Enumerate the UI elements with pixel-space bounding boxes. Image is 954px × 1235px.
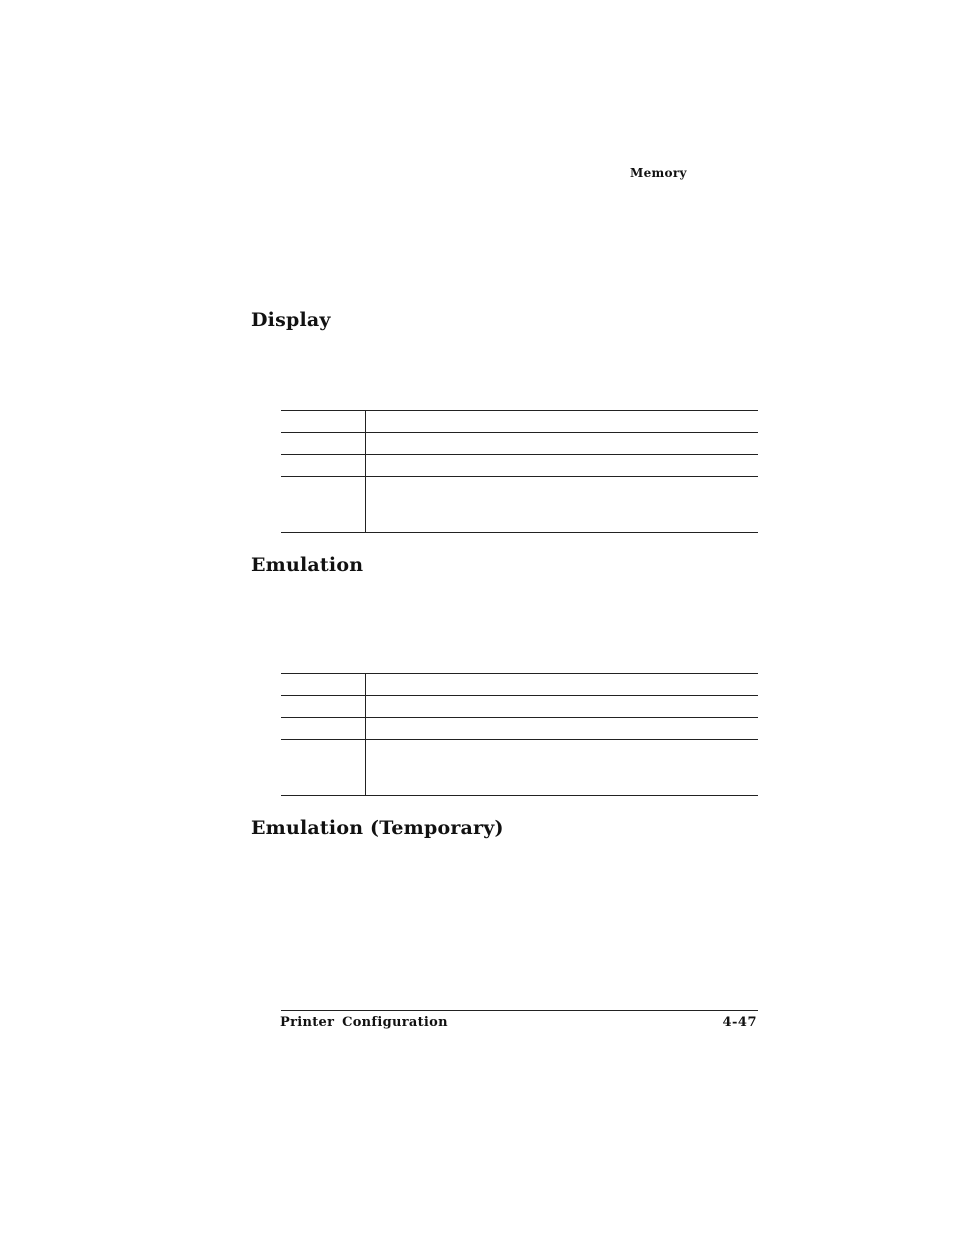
table-row bbox=[281, 740, 758, 796]
table-cell-value bbox=[366, 477, 759, 533]
table-row bbox=[281, 433, 758, 455]
table-cell-value bbox=[366, 740, 759, 796]
section-heading-emulation: Emulation bbox=[251, 554, 364, 576]
table-cell-label bbox=[281, 411, 366, 433]
table-row bbox=[281, 696, 758, 718]
running-head: Memory bbox=[630, 166, 687, 180]
table-cell-label bbox=[281, 477, 366, 533]
table-row bbox=[281, 674, 758, 696]
table-cell-value bbox=[366, 718, 759, 740]
table-row bbox=[281, 455, 758, 477]
table-cell-value bbox=[366, 433, 759, 455]
display-parameter-table bbox=[281, 410, 758, 533]
table-cell-value bbox=[366, 411, 759, 433]
table-row bbox=[281, 411, 758, 433]
table-cell-value bbox=[366, 696, 759, 718]
table-cell-value bbox=[366, 674, 759, 696]
table-cell-label bbox=[281, 455, 366, 477]
table-cell-label bbox=[281, 674, 366, 696]
table-cell-value bbox=[366, 455, 759, 477]
footer-chapter-title: Printer Configuration bbox=[280, 1015, 448, 1030]
table-row bbox=[281, 477, 758, 533]
footer-page-number: 4-47 bbox=[722, 1015, 757, 1030]
emulation-parameter-table bbox=[281, 673, 758, 796]
table-row bbox=[281, 718, 758, 740]
table-cell-label bbox=[281, 696, 366, 718]
section-heading-emulation-temporary: Emulation (Temporary) bbox=[251, 817, 504, 839]
table-cell-label bbox=[281, 740, 366, 796]
footer-divider bbox=[281, 1010, 758, 1011]
section-heading-display: Display bbox=[251, 309, 331, 331]
table-cell-label bbox=[281, 433, 366, 455]
table-cell-label bbox=[281, 718, 366, 740]
